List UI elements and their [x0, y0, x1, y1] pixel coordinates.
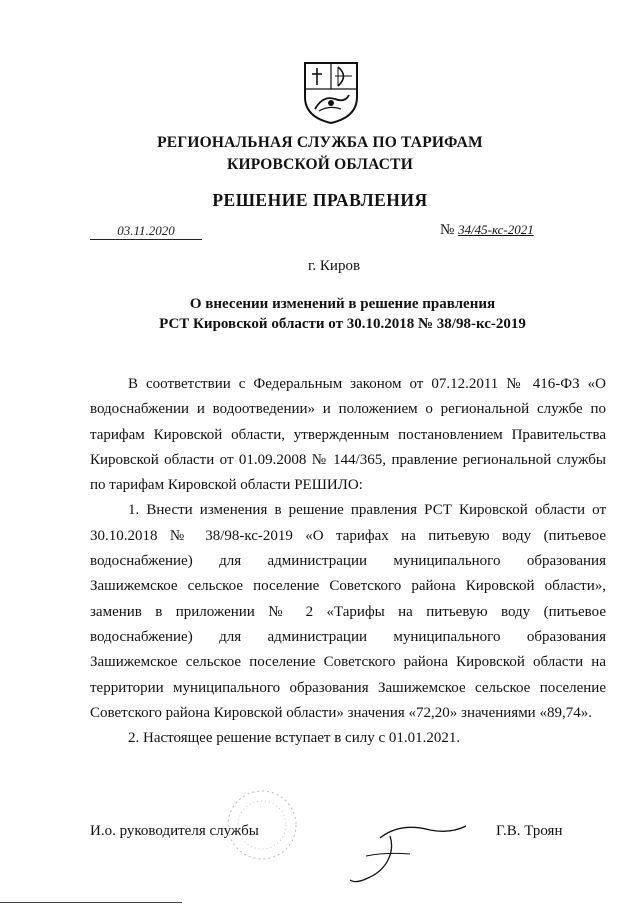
paragraph-preamble: В соответствии с Федеральным законом от 07.12.2011 № 416-ФЗ «О водоснабжении и водоотведении» и положением о региональной службе по тарифам Кировской области, утвержденным постановлением Правительства Кировской области от 01.09.2008 № 144/365, правление региональной службы по тарифам Кировской области РЕШИЛО: [90, 376, 606, 494]
signer-position: И.о. руководителя службы [90, 823, 259, 839]
paragraph-item-1: 1. Внести изменения в решение правления РСТ Кировской области от 30.10.2018 № 38/98-кс-2019 «О тарифах на питьевую воду (питьевое водоснабжение) для администрации муниципального образования Зашижемское сельское поселение Советского района Кировской области», заменив в приложении № 2 «Тарифы на питьевую воду (питьевое водоснабжение) для администрации муниципального образования Зашижемское сельское поселение Советского района Кировской области на территории муниципального образования Зашижемское сельское поселение Советского района Кировской области» значения «72,20» значениями «89,74». [90, 502, 606, 721]
coat-of-arms-icon [301, 59, 361, 125]
decision-number [440, 222, 534, 239]
org-name-line1: РЕГИОНАЛЬНАЯ СЛУЖБА ПО ТАРИФАМ [157, 134, 483, 151]
org-name-line2: КИРОВСКОЙ ОБЛАСТИ [227, 156, 413, 173]
number-value: 34/45-кс-2021 [458, 222, 534, 237]
subject-line1: О внесении изменений в решение правления [189, 296, 496, 312]
document-title: РЕШЕНИЕ ПРАВЛЕНИЯ [212, 190, 428, 210]
paragraph-item-2: 2. Настоящее решение вступает в силу с 01.01.2021. [128, 730, 461, 747]
footer-divider [0, 902, 182, 903]
number-sign: № [440, 222, 455, 238]
signature-icon [330, 808, 490, 888]
decision-date: 03.11.2020 [90, 223, 202, 240]
city: г. Киров [307, 258, 361, 274]
document-body [90, 372, 606, 751]
signer-name: Г.В. Троян [496, 823, 563, 839]
subject-line2: РСТ Кировской области от 30.10.2018 № 38/98-кс-2019 [159, 316, 526, 332]
